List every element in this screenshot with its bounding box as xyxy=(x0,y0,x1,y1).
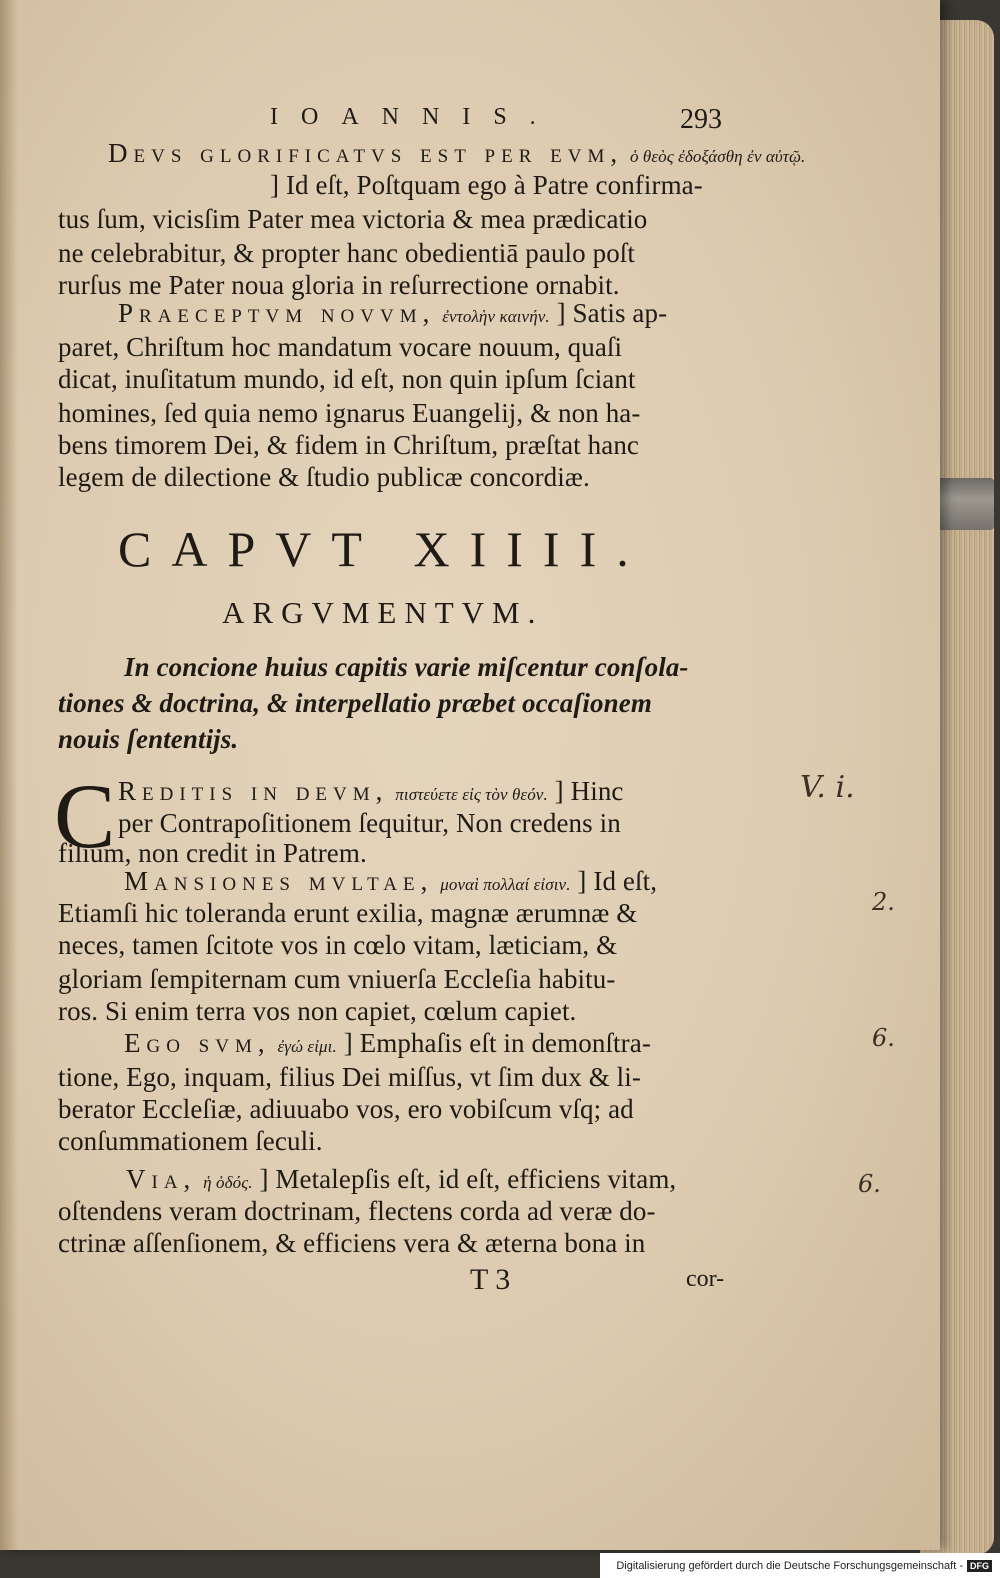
margin-note: 6. xyxy=(872,1024,895,1052)
text-line: oſtendens veram doctrinam, flectens corda ad veræ do- xyxy=(58,1196,656,1226)
lemma: Via, xyxy=(126,1164,197,1194)
text-line: dicat, inuſitatum mundo, id eſt, non quin ipſum ſciant xyxy=(58,364,636,394)
lemma: Mansiones mvltae, xyxy=(124,866,434,896)
signature-mark: T 3 xyxy=(470,1263,511,1296)
argumentum-heading: ARGVMENTVM. xyxy=(222,595,544,630)
text-line: ] Metalepſis eſt, id eſt, efficiens vitam, xyxy=(259,1164,677,1194)
text-line: paret, Chriſtum hoc mandatum vocare nouum, quaſi xyxy=(58,332,623,362)
text-line: rurſus me Pater noua gloria in reſurrectione ornabit. xyxy=(58,270,620,300)
text-line: ] Satis ap- xyxy=(556,298,668,328)
greek-lemma: μοναὶ πολλαί εἰσιν. xyxy=(440,875,571,894)
text-line: ] Emphaſis eſt in demonſtra- xyxy=(343,1028,651,1058)
argumentum-line: nouis ſententijs. xyxy=(58,724,239,754)
text-line: conſummationem ſeculi. xyxy=(58,1126,323,1156)
text-line: filium, non credit in Patrem. xyxy=(58,838,367,868)
text-line: legem de dilectione & ſtudio publicæ concordiæ. xyxy=(58,462,590,492)
credit-text: Digitalisierung gefördert durch die Deutsche Forschungsgemeinschaft - xyxy=(616,1559,963,1572)
chapter-title: CAPVT XIIII. xyxy=(118,521,649,577)
dfg-logo: DFG xyxy=(967,1560,992,1572)
greek-lemma: ὁ θεὸς ἐδοξάσθη ἐν αὐτῷ. xyxy=(629,147,806,166)
text-line: neces, tamen ſcitote vos in cœlo vitam, læticiam, & xyxy=(58,930,618,960)
drop-cap: C xyxy=(54,765,116,867)
text-line: ] Id eſt, xyxy=(577,866,658,896)
text-line: ] Id eſt, Poſtquam ego à Patre confirma- xyxy=(270,170,703,200)
lemma: Devs glorificatvs est per evm, xyxy=(108,138,624,168)
text-line: bens timorem Dei, & fidem in Chriſtum, præſtat hanc xyxy=(58,430,639,460)
running-head: IOANNIS. xyxy=(270,104,559,130)
text-line: Etiamſi hic toleranda erunt exilia, magnæ ærumnæ & xyxy=(58,898,638,928)
argumentum-line: tiones & doctrina, & interpellatio præbet occaſionem xyxy=(58,688,652,718)
lemma: Ego svm, xyxy=(124,1028,271,1058)
text-line: berator Eccleſiæ, adiuuabo vos, ero vobiſcum vſq; ad xyxy=(58,1094,634,1124)
catchword: cor- xyxy=(686,1266,725,1292)
text-line: homines, ſed quia nemo ignarus Euangelij, & non ha- xyxy=(58,398,641,428)
margin-note: 2. xyxy=(872,888,895,916)
text-line: tus ſum, vicisſim Pater mea victoria & mea prædicatio xyxy=(58,204,648,234)
text-line: ctrinæ aſſenſionem, & efficiens vera & æterna bona in xyxy=(58,1228,646,1258)
text-line: per Contrapoſitionem ſequitur, Non credens in xyxy=(118,808,621,838)
page-number: 293 xyxy=(680,104,722,135)
greek-lemma: πιστεύετε εἰς τὸν θεόν. xyxy=(395,785,548,804)
gutter-shadow xyxy=(0,0,18,1550)
greek-lemma: ἐγώ εἰμι. xyxy=(277,1037,337,1056)
text-line: ne celebrabitur, & propter hanc obedientiā paulo poſt xyxy=(58,238,636,268)
text-line: ] Hinc xyxy=(554,776,624,806)
lemma: Reditis in devm, xyxy=(118,776,389,806)
margin-note: V. i. xyxy=(800,770,855,805)
lemma: Praeceptvm novvm, xyxy=(118,298,436,328)
margin-note: 6. xyxy=(858,1170,881,1198)
text-line: ros. Si enim terra vos non capiet, cœlum capiet. xyxy=(58,996,577,1026)
greek-lemma: ἐντολὴν καινήν. xyxy=(442,307,550,326)
greek-lemma: ἡ ὁδός. xyxy=(203,1173,253,1192)
text-line: gloriam ſempiternam cum vniuerſa Eccleſia habitu- xyxy=(58,964,616,994)
text-line: tione, Ego, inquam, filius Dei miſſus, vt ſim dux & li- xyxy=(58,1062,641,1092)
argumentum-line: In concione huius capitis varie miſcentur conſola- xyxy=(124,652,689,682)
digitization-credit xyxy=(600,1553,1000,1578)
